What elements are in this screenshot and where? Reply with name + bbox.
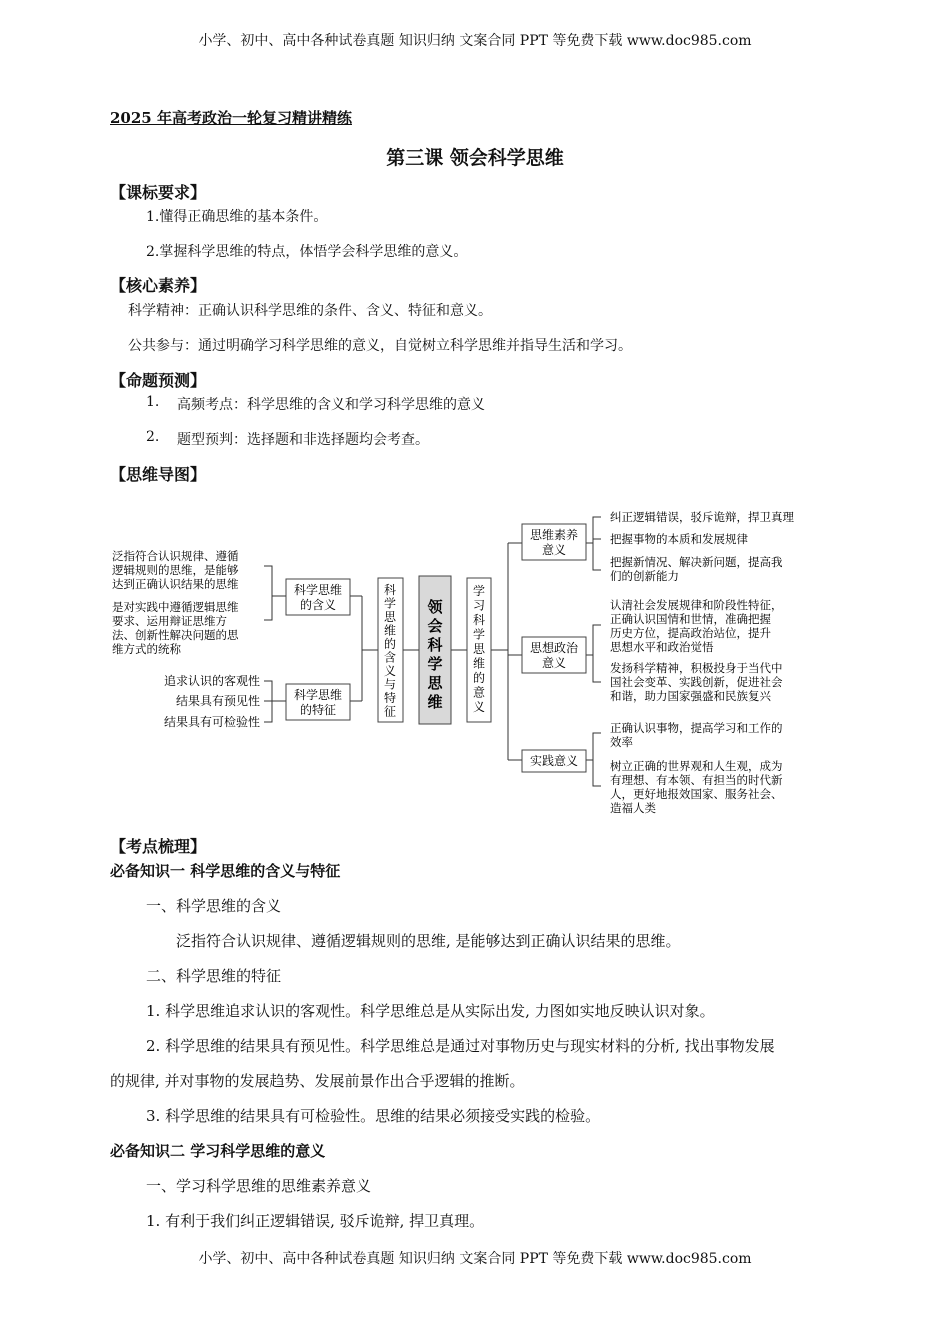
- svg-text:的含义: 的含义: [299, 598, 337, 612]
- forecast-heading: 【命题预测】: [110, 371, 207, 390]
- svg-text:学: 学: [383, 596, 397, 611]
- k1-subtitle: 二、科学思维的特征: [146, 967, 282, 985]
- mindmap-heading: 【思维导图】: [110, 465, 207, 484]
- doc-subtitle: 2025 年高考政治一轮复习精讲精练: [110, 109, 352, 127]
- svg-text:发扬科学精神，积极投身于当代中: 发扬科学精神，积极投身于当代中: [610, 661, 783, 675]
- right-branch-label: [473, 584, 486, 714]
- svg-text:特: 特: [383, 691, 397, 705]
- svg-text:的: 的: [472, 671, 486, 685]
- svg-text:结果具有预见性: 结果具有预见性: [175, 694, 260, 708]
- svg-text:思: 思: [472, 642, 486, 656]
- svg-text:科: 科: [472, 613, 486, 627]
- k1-paragraph: 1. 科学思维追求认识的客观性。科学思维总是从实际出发, 力图如实地反映认识对象。: [146, 1002, 715, 1020]
- svg-text:把握新情况、解决新问题，提高我: 把握新情况、解决新问题，提高我: [610, 555, 783, 569]
- svg-text:有理想、有本领、有担当的时代新: 有理想、有本领、有担当的时代新: [610, 773, 783, 787]
- forecast-item: 题型预判：选择题和非选择题均会考查。: [177, 432, 429, 448]
- page-footer: 小学、初中、高中各种试卷真题 知识归纳 文案合同 PPT 等免费下载 www.doc985.com: [198, 1251, 752, 1267]
- k1-paragraph: 3. 科学思维的结果具有可检验性。思维的结果必须接受实践的检验。: [146, 1107, 601, 1125]
- center-char: 思: [427, 674, 443, 692]
- svg-text:纠正逻辑错误，驳斥诡辩，捍卫真理: 纠正逻辑错误，驳斥诡辩，捍卫真理: [610, 510, 794, 524]
- literacy-item: 科学精神：正确认识科学思维的条件、含义、特征和意义。: [128, 303, 492, 319]
- k1-paragraph: 2. 科学思维的结果具有预见性。科学思维总是通过对事物历史与现实材料的分析, 找出事物发展: [146, 1037, 775, 1055]
- svg-text:历史方位，提高政治站位，提升: 历史方位，提高政治站位，提升: [610, 626, 771, 640]
- curriculum-heading: 【课标要求】: [110, 183, 207, 202]
- svg-text:习: 习: [472, 598, 486, 613]
- curriculum-item: 1.懂得正确思维的基本条件。: [146, 209, 328, 225]
- svg-text:国社会变革、实践创新，促进社会: 国社会变革、实践创新，促进社会: [610, 675, 783, 689]
- svg-text:科: 科: [383, 583, 397, 597]
- forecast-num: 2.: [146, 429, 160, 445]
- center-char: 会: [427, 617, 443, 635]
- svg-text:意义: 意义: [541, 543, 567, 557]
- forecast-num: 1.: [146, 394, 160, 410]
- svg-text:法、创新性解决问题的思: 法、创新性解决问题的思: [112, 628, 239, 642]
- svg-text:逻辑规则的思维，是能够: 逻辑规则的思维，是能够: [112, 563, 239, 577]
- svg-text:结果具有可检验性: 结果具有可检验性: [163, 715, 260, 729]
- svg-text:思: 思: [383, 610, 397, 624]
- page-header: 小学、初中、高中各种试卷真题 知识归纳 文案合同 PPT 等免费下载 www.doc985.com: [198, 33, 752, 49]
- literacy-item: 公共参与：通过明确学习科学思维的意义，自觉树立科学思维并指导生活和学习。: [128, 338, 632, 354]
- k1-subtitle: 一、科学思维的含义: [146, 897, 282, 915]
- svg-text:造福人类: 造福人类: [610, 801, 656, 815]
- knowledge-1-title: 必备知识一 科学思维的含义与特征: [110, 862, 341, 880]
- svg-text:树立正确的世界观和人生观，成为: 树立正确的世界观和人生观，成为: [610, 759, 783, 773]
- svg-text:和谐，助力国家强盛和民族复兴: 和谐，助力国家强盛和民族复兴: [610, 689, 771, 703]
- svg-text:学: 学: [472, 584, 486, 598]
- svg-text:学: 学: [472, 627, 486, 642]
- points-heading: 【考点梳理】: [110, 837, 207, 856]
- svg-text:实践意义: 实践意义: [529, 754, 579, 768]
- svg-text:追求认识的客观性: 追求认识的客观性: [163, 674, 260, 688]
- svg-text:思维素养: 思维素养: [529, 528, 579, 542]
- center-node-label: [426, 598, 443, 711]
- curriculum-item: 2.掌握科学思维的特点，体悟学会科学思维的意义。: [146, 244, 468, 260]
- k2-paragraph: 1. 有利于我们纠正逻辑错误, 驳斥诡辩, 捍卫真理。: [146, 1212, 485, 1230]
- svg-text:达到正确认识结果的思维: 达到正确认识结果的思维: [112, 577, 239, 591]
- svg-text:的特征: 的特征: [299, 703, 337, 717]
- svg-text:要求、运用辩证思维方: 要求、运用辩证思维方: [112, 614, 227, 628]
- right-texts: [610, 510, 794, 815]
- literacy-heading: 【核心素养】: [110, 276, 207, 295]
- svg-text:们的创新能力: 们的创新能力: [610, 569, 679, 583]
- svg-text:思想政治: 思想政治: [529, 641, 579, 655]
- svg-text:维方式的统称: 维方式的统称: [112, 642, 181, 656]
- svg-text:义: 义: [472, 700, 486, 714]
- svg-text:征: 征: [383, 704, 397, 719]
- svg-text:的: 的: [383, 637, 397, 651]
- svg-text:泛指符合认识规律、遵循: 泛指符合认识规律、遵循: [112, 549, 239, 563]
- svg-text:把握事物的本质和发展规律: 把握事物的本质和发展规律: [610, 532, 748, 546]
- svg-text:科学思维: 科学思维: [293, 688, 343, 702]
- center-char: 领: [427, 598, 443, 616]
- svg-text:人，更好地报效国家、服务社会、: 人，更好地报效国家、服务社会、: [610, 787, 783, 801]
- k1-paragraph: 泛指符合认识规律、遵循逻辑规则的思维, 是能够达到正确认识结果的思维。: [176, 932, 681, 950]
- center-char: 科: [427, 636, 443, 654]
- svg-text:与: 与: [383, 677, 397, 692]
- left-branch-label: [384, 582, 397, 719]
- svg-text:思想水平和政治觉悟: 思想水平和政治觉悟: [610, 640, 714, 654]
- features-texts: [164, 673, 260, 729]
- svg-text:维: 维: [383, 623, 397, 638]
- svg-text:维: 维: [472, 656, 486, 671]
- svg-text:意: 意: [472, 685, 486, 700]
- svg-text:意义: 意义: [541, 656, 567, 670]
- svg-text:认清社会发展规律和阶段性特征，: 认清社会发展规律和阶段性特征，: [610, 598, 783, 612]
- svg-text:是对实践中遵循逻辑思维: 是对实践中遵循逻辑思维: [112, 600, 239, 614]
- meaning-texts: [112, 549, 239, 656]
- center-char: 维: [427, 693, 443, 711]
- svg-text:含: 含: [383, 650, 397, 665]
- svg-text:义: 义: [383, 664, 397, 678]
- lesson-title: 第三课 领会科学思维: [386, 147, 564, 169]
- k2-subtitle: 一、学习科学思维的思维素养意义: [146, 1177, 372, 1195]
- knowledge-2-title: 必备知识二 学习科学思维的意义: [110, 1142, 326, 1160]
- svg-text:正确认识国情和世情，准确把握: 正确认识国情和世情，准确把握: [610, 612, 771, 626]
- svg-text:效率: 效率: [610, 735, 633, 749]
- svg-text:科学思维: 科学思维: [293, 583, 343, 597]
- center-char: 学: [427, 655, 443, 673]
- k1-paragraph: 的规律, 并对事物的发展趋势、发展前景作出合乎逻辑的推断。: [110, 1072, 525, 1090]
- svg-text:正确认识事物，提高学习和工作的: 正确认识事物，提高学习和工作的: [610, 721, 783, 735]
- forecast-item: 高频考点：科学思维的含义和学习科学思维的意义: [177, 397, 485, 413]
